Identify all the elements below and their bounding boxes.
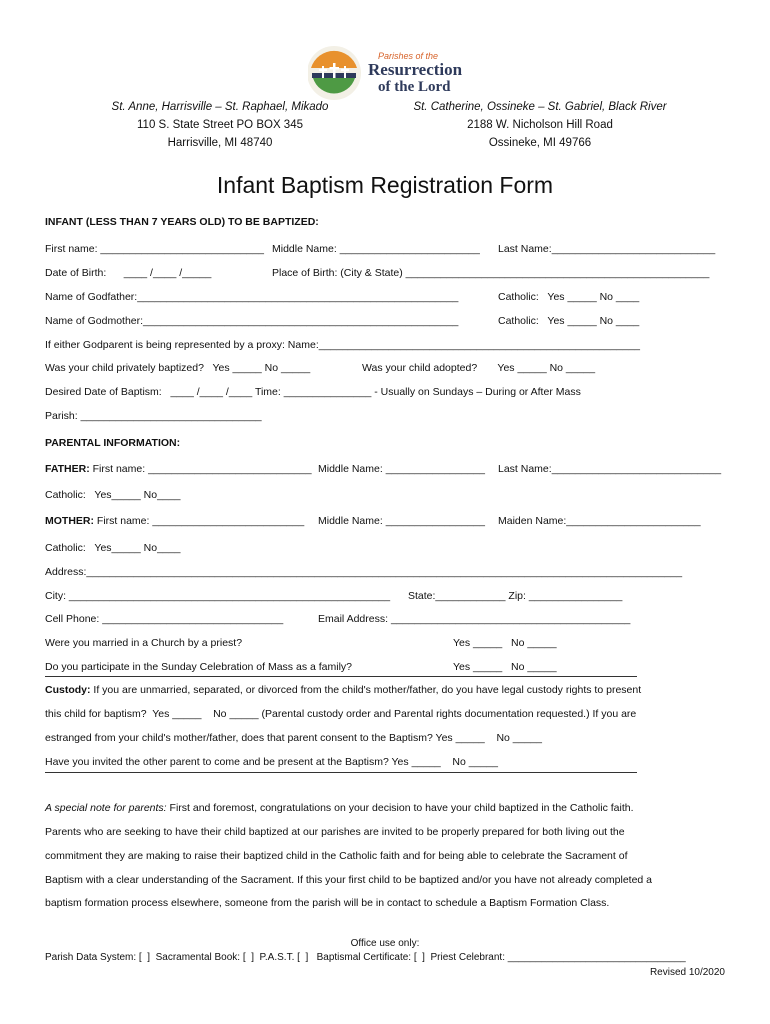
left-street: 110 S. State Street PO BOX 345 [137,119,303,131]
parish-field[interactable]: Parish: _______________________________ [45,410,262,422]
note-line-4: Baptism with a clear understanding of the Sacrament. If this your first child to be baptized and/or you have not already completed a [45,874,653,886]
infant-last-name-field[interactable]: Last Name:____________________________ [498,243,716,255]
father-middle-name-field[interactable]: Middle Name: _________________ [318,463,485,475]
left-city: Harrisville, MI 48740 [167,137,273,149]
mother-catholic-field[interactable]: Catholic: Yes_____ No____ [45,542,181,554]
custody-top-rule [45,676,637,677]
custody-line-1 [45,684,641,697]
right-city: Ossineke, MI 49766 [488,137,592,149]
logo-text-parishes: Parishes of the [378,51,439,61]
email-field[interactable]: Email Address: _________________________________________ [318,613,631,625]
godfather-name-field[interactable]: Name of Godfather:_______________________________________________________ [45,291,459,303]
father-label: FATHER: [45,463,90,475]
mass-question: Do you participate in the Sunday Celebration of Mass as a family? [45,661,352,673]
godmother-name-field[interactable]: Name of Godmother:______________________________________________________ [45,315,459,327]
father-last-name-field[interactable]: Last Name:_____________________________ [498,463,722,475]
custody-line-2[interactable]: this child for baptism? Yes _____ No _____ (Parental custody order and Parental rights documentation requested.) If you are [45,708,637,720]
custody-line-3[interactable]: estranged from your child's mother/father, does that parent consent to the Baptism? Yes _____ No _____ [45,732,542,744]
adopted-field[interactable]: Was your child adopted? Yes _____ No _____ [362,362,596,374]
infant-heading: INFANT (LESS THAN 7 YEARS OLD) TO BE BAPTIZED: [45,216,319,228]
revised-date: Revised 10/2020 [649,967,725,978]
note-line-5: baptism formation process elsewhere, someone from the parish will be in contact to schedule a Baptism Formation Class. [45,897,610,909]
infant-place-of-birth-field[interactable]: Place of Birth: (City & State) ____________________________________________________ [272,267,710,279]
father-first-name-field[interactable] [45,463,312,476]
proxy-name-field[interactable]: If either Godparent is being represented by a proxy: Name:_______________________________________________________ [45,339,640,351]
father-first-name-text: First name: ____________________________ [89,463,312,475]
note-label: A special note for parents: [45,802,167,814]
mother-middle-name-field[interactable]: Middle Name: _________________ [318,515,485,527]
note-line-1 [45,802,735,815]
infant-middle-name-field[interactable]: Middle Name: ________________________ [272,243,480,255]
mother-maiden-name-field[interactable]: Maiden Name:_______________________ [498,515,701,527]
parish-logo [308,44,468,102]
godmother-catholic-field[interactable]: Catholic: Yes _____ No ____ [498,315,640,327]
father-catholic-field[interactable]: Catholic: Yes_____ No____ [45,489,181,501]
address-field[interactable]: Address:______________________________________________________________________________________________________ [45,566,683,578]
note-line-3: commitment they are making to raise their baptized child in the Catholic faith and for being able to celebrate the Sacrament of [45,850,628,862]
godfather-catholic-field[interactable]: Catholic: Yes _____ No ____ [498,291,640,303]
privately-baptized-field[interactable]: Was your child privately baptized? Yes _____ No _____ [45,362,311,374]
parental-heading: PARENTAL INFORMATION: [45,437,181,449]
mother-label: MOTHER: [45,515,94,527]
office-use-line: Parish Data System: [ ] Sacramental Book: [ ] P.A.S.T. [ ] Baptismal Certificate: [ ] Priest Celebrant: ________________________________ [45,952,686,963]
logo-text-resurrection: Resurrection [368,60,463,79]
right-parishes: St. Catherine, Ossineke – St. Gabriel, Black River [413,101,667,113]
infant-dob-field[interactable]: Date of Birth: ____ /____ /_____ [45,267,212,279]
cell-phone-field[interactable]: Cell Phone: _______________________________ [45,613,284,625]
state-zip-field[interactable]: State:____________ Zip: ________________ [408,590,623,602]
page-title: Infant Baptism Registration Form [216,172,554,198]
custody-label: Custody: [45,684,91,696]
mass-answer-field[interactable]: Yes _____ No _____ [453,661,557,673]
mother-first-name-text: First name: __________________________ [94,515,305,527]
married-answer-field[interactable]: Yes _____ No _____ [453,637,557,649]
logo-text-of-the-lord: of the Lord [378,79,451,95]
left-parishes: St. Anne, Harrisville – St. Raphael, Mikado [111,101,329,113]
infant-first-name-field[interactable]: First name: ____________________________ [45,243,264,255]
custody-bottom-rule [45,772,637,773]
city-field[interactable]: City: _______________________________________________________ [45,590,391,602]
note-line-1-text: First and foremost, congratulations on your decision to have your child baptized in the Catholic faith. [166,802,634,814]
mother-first-name-field[interactable] [45,515,304,528]
note-line-2: Parents who are seeking to have their child baptized at our parishes are invited to be properly prepared for both living out the [45,826,625,838]
office-use-heading: Office use only: [350,938,420,949]
desired-date-field[interactable]: Desired Date of Baptism: ____ /____ /____ Time: _______________ - Usually on Sundays – During or After Mass [45,386,581,398]
right-street: 2188 W. Nicholson Hill Road [467,119,613,131]
custody-line-1-text: If you are unmarried, separated, or divorced from the child's mother/father, do you have legal custody rights to present [90,684,642,696]
custody-line-4[interactable]: Have you invited the other parent to come and be present at the Baptism? Yes _____ No _____ [45,756,498,768]
married-question: Were you married in a Church by a priest? [45,637,243,649]
